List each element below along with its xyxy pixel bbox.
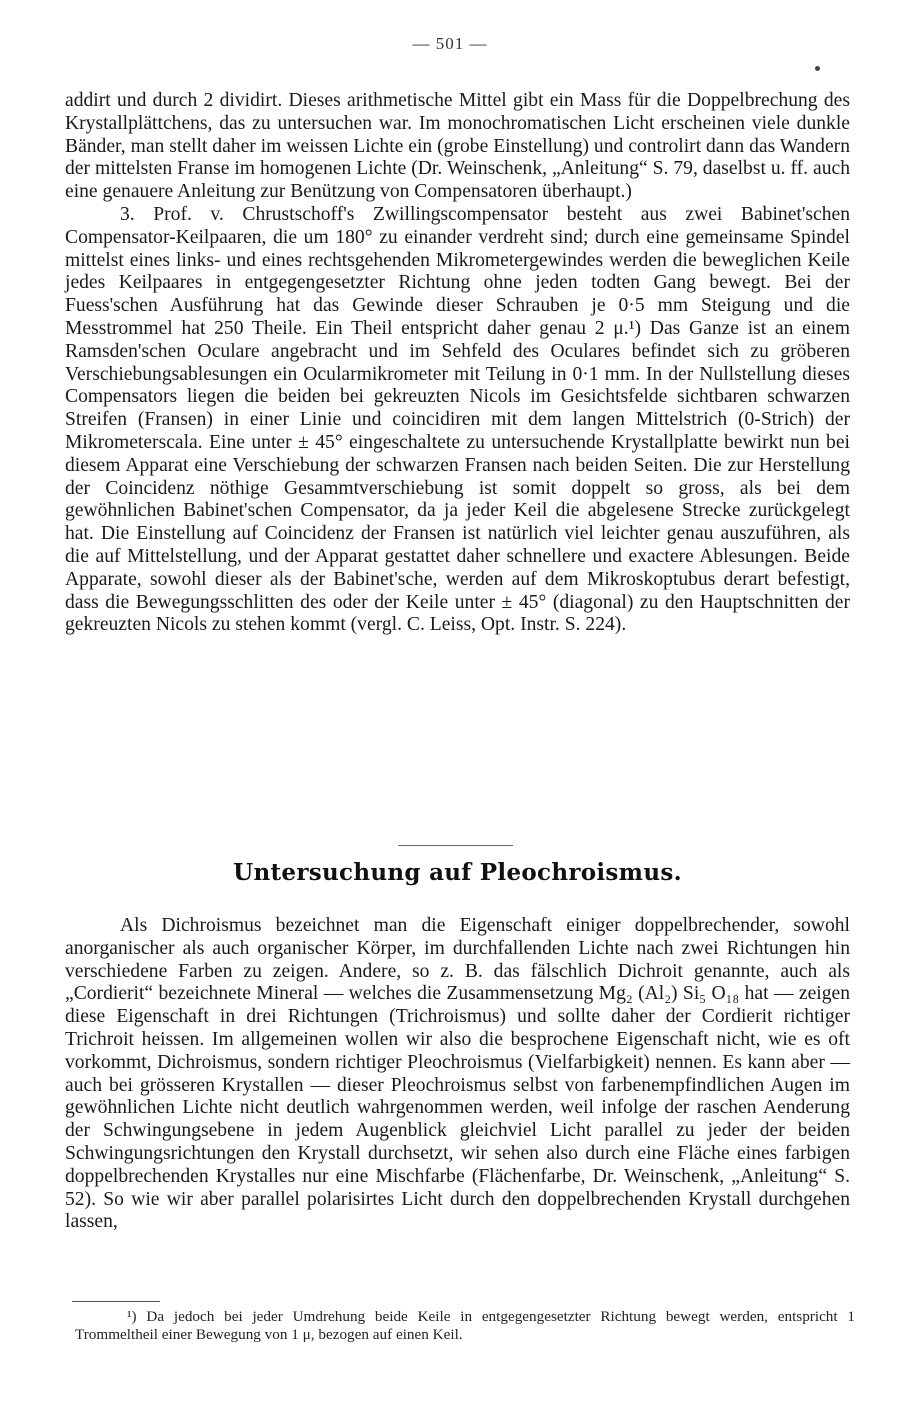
footnotes <box>75 1308 855 1344</box>
body-text-top <box>65 90 850 637</box>
paragraph-compensator-measurement: addirt und durch 2 dividirt. Dieses arithmetische Mittel gibt ein Mass für die Doppelbrechung des Krystallplättchens, das zu untersuchen war. Im monochromatischen Licht erscheinen viele dunkle Bänder, man stellt daher im weissen Lichte ein (grobe Einstellung) und controlirt dann das Wandern der mittelsten Franse im homogenen Lichte (Dr. Weinschenk, „Anleitung“ S. 79, daselbst u. ff. auch eine genauere Anleitung zur Benützung von Compensatoren überhaupt.) <box>65 90 850 203</box>
body-text-pleochroism <box>65 915 850 1234</box>
page-number: — 501 — <box>412 34 488 53</box>
footnote-divider <box>72 1301 160 1302</box>
paragraph-twin-compensator: 3. Prof. v. Chrustschoff's Zwillingscompensator besteht aus zwei Babinet'schen Compensator-Keilpaaren, die um 180° zu einander verdreht sind; durch eine gemeinsame Spindel mittelst eines links- und eines rechtsgehenden Mikrometergewindes werden die beweglichen Keile jedes Keilpaares in entgegengesetzter Richtung ohne jeden todten Gang bewegt. Bei der Fuess'schen Ausführung hat das Gewinde dieser Schrauben je 0·5 mm Steigung und die Messtrommel hat 250 Theile. Ein Theil entspricht daher genau 2 μ.¹) Das Ganze ist an einem Ramsden'schen Oculare angebracht und im Sehfeld des Oculares befindet sich zu gröberen Verschiebungsablesungen ein Ocularmikrometer mit Teilung in 0·1 mm. In der Nullstellung dieses Compensators liegen die beiden bei gekreuzten Nicols im Gesichtsfelde sichtbaren schwarzen Streifen (Fransen) in einer Linie und coincidiren mit dem langen Mittelstrich (0-Strich) der Mikrometerscala. Eine unter ± 45° eingeschaltete zu untersuchende Krystallplatte bewirkt nun bei diesem Apparat eine Verschiebung der schwarzen Fransen nach beiden Seiten. Die zur Herstellung der Coincidenz nöthige Gesammtverschiebung ist somit doppelt so gross, als bei dem gewöhnlichen Babinet'schen Compensator, da ja jeder Keil die abgelesene Strecke zurückgelegt hat. Die Einstellung auf Coincidenz der Fransen ist natürlich viel leichter genau auszuführen, als die auf Mittelstellung, und der Apparat gestattet daher schnellere und exactere Ablesungen. Beide Apparate, sowohl dieser als der Babinet'sche, werden auf dem Mikroskoptubus derart befestigt, dass die Bewegungsschlitten des oder der Keile unter ± 45° (diagonal) zu den Hauptschnitten der gekreuzten Nicols zu stehen kommt (vergl. C. Leiss, Opt. Instr. S. 224). <box>65 203 850 636</box>
paragraph-pleochroism: Als Dichroismus bezeichnet man die Eigenschaft einiger doppelbrechender, sowohl anorganischer als auch organischer Körper, im durchfallenden Lichte nach zwei Richtungen hin verschiedene Farben zu zeigen. Andere, so z. B. das fälschlich Dichroit genannte, auch als „Cordierit“ bezeichnete Mineral — welches die Zusammensetzung Mg₂ (Al₂) Si₅ O₁₈ hat — zeigen diese Eigenschaft in drei Richtungen (Trichroismus) und sollte daher der Cordierit richtiger Trichroit heissen. Im allgemeinen wollen wir also die besprochene Eigenschaft nicht, wie es oft vorkommt, Dichroismus, sondern richtiger Pleochroismus (Vielfarbigkeit) nennen. Es kann aber — auch bei grösseren Krystallen — dieser Pleochroismus selbst von farbenempfindlichen Augen im gewöhnlichen Lichte nicht deutlich wahrgenommen werden, weil infolge der raschen Aenderung der Schwingungsebene in jedem Augenblick gleichviel Licht parallel zu jeder der beiden Schwingungsrichtungen den Krystall durchsetzt, wir sehen also durch eine Fläche eines farbigen doppelbrechenden Krystalles nur eine Mischfarbe (Flächenfarbe, Dr. Weinschenk, „Anleitung“ S. 52). So wie wir aber parallel polarisirtes Licht durch den doppelbrechenden Krystall durchgehen lassen, <box>65 915 850 1233</box>
ink-speck <box>815 66 820 71</box>
section-divider <box>398 845 513 846</box>
footnote-1: ¹) Da jedoch bei jeder Umdrehung beide Keile in entgegengesetzter Richtung bewegt werden, entspricht 1 Trommeltheil einer Bewegung von 1 μ, bezogen auf einen Keil. <box>75 1308 855 1343</box>
section-heading: Untersuchung auf Pleochroismus. <box>233 859 682 886</box>
